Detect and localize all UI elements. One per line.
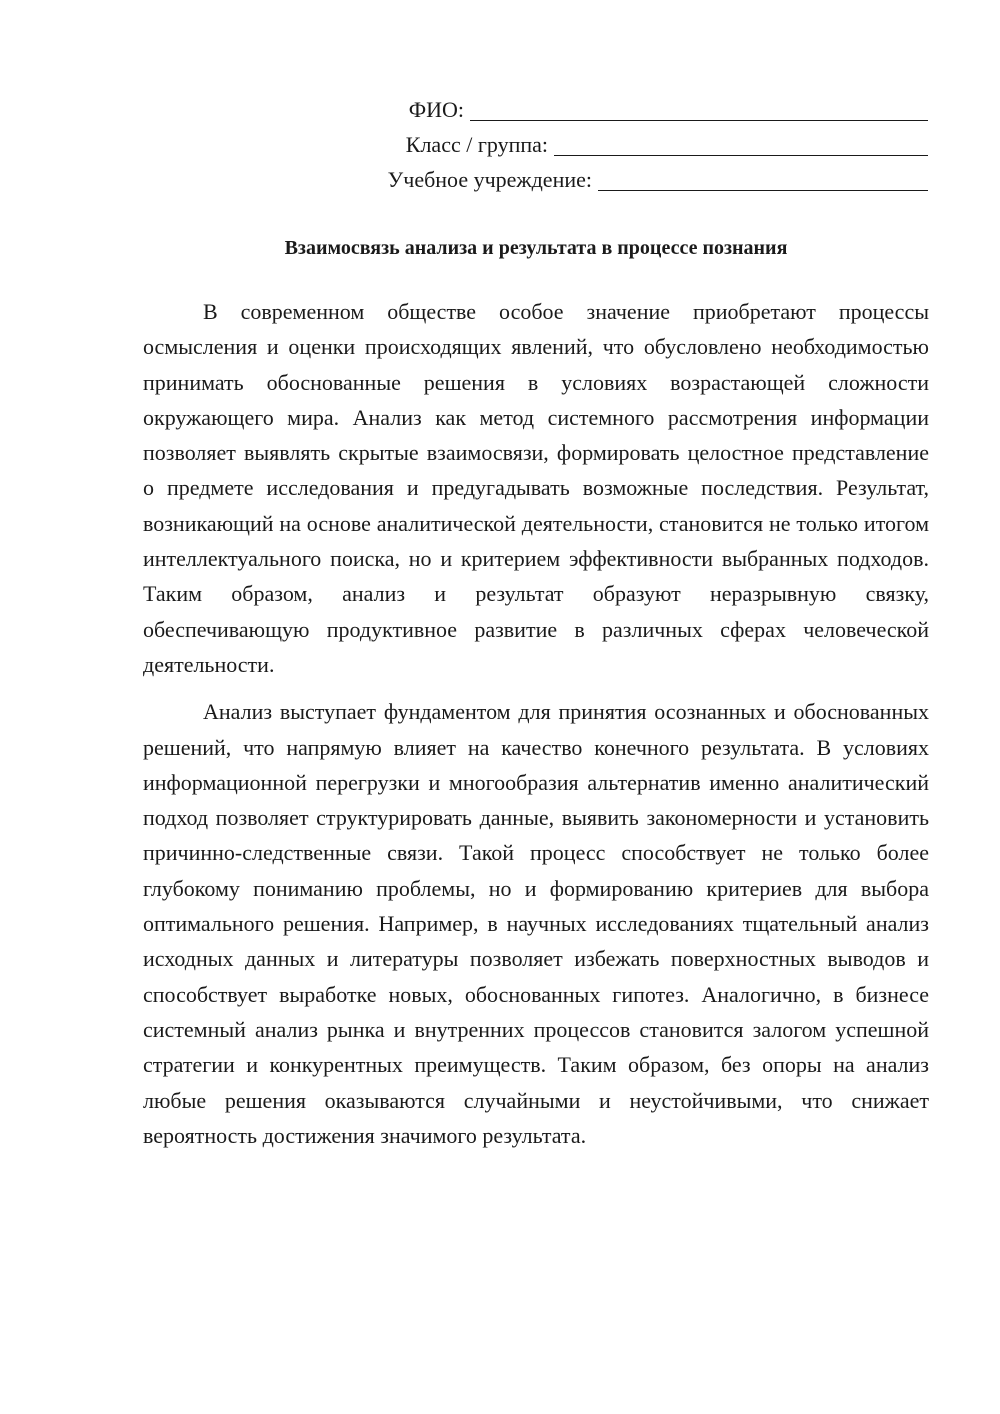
paragraph-1: В современном обществе особое значение приобретают процессы осмысления и оценки происходящих явлений, что обусловлено необходимостью принимать обоснованные решения в условиях возрастающей сложности окружающего мира. Анализ как метод системного рассмотрения информации позволяет выявлять скрытые взаимосвязи, формировать целостное представление о предмете исследования и предугадывать возможные последствия. Результат, возникающий на основе аналитической деятельности, становится не только итогом интеллектуального поиска, но и критерием эффективности выбранных подходов. Таким образом, анализ и результат образуют неразрывную связку, обеспечивающую продуктивное развитие в различных сферах человеческой деятельности. — [143, 299, 929, 677]
fio-row — [328, 92, 928, 127]
school-label: Учебное учреждение: — [387, 167, 592, 192]
class-blank-line[interactable] — [554, 131, 928, 156]
document-title: Взаимосвязь анализа и результата в процессе познания — [284, 237, 788, 259]
document-body — [143, 294, 929, 1165]
student-info-fields — [328, 92, 928, 197]
class-row — [328, 127, 928, 162]
fio-label: ФИО: — [408, 97, 464, 122]
fio-blank-line[interactable] — [470, 96, 928, 121]
school-row — [328, 162, 928, 197]
school-blank-line[interactable] — [598, 166, 928, 191]
paragraph-2: Анализ выступает фундаментом для принятия осознанных и обоснованных решений, что напрямую влияет на качество конечного результата. В условиях информационной перегрузки и многообразия альтернатив именно аналитический подход позволяет структурировать данные, выявить закономерности и установить причинно-следственные связи. Такой процесс способствует не только более глубокому пониманию проблемы, но и формированию критериев для выбора оптимального решения. Например, в научных исследованиях тщательный анализ исходных данных и литературы позволяет избежать поверхностных выводов и способствует выработке новых, обоснованных гипотез. Аналогично, в бизнесе системный анализ рынка и внутренних процессов становится залогом успешной стратегии и конкурентных преимуществ. Таким образом, без опоры на анализ любые решения оказываются случайными и неустойчивыми, что снижает вероятность достижения значимого результата. — [143, 699, 929, 1148]
class-label: Класс / группа: — [405, 132, 548, 157]
